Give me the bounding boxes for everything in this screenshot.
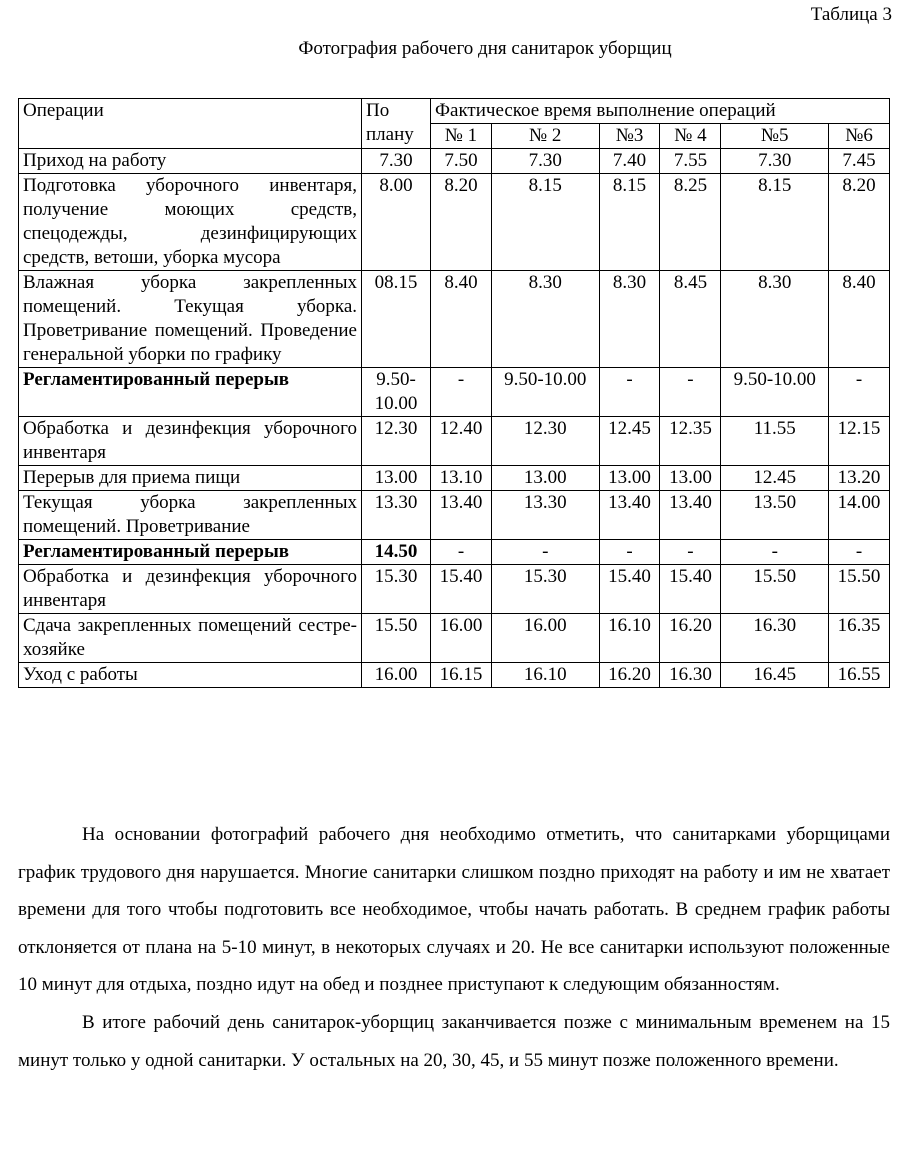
operation-cell: Обработка и дезинфекция уборочного инвентаря bbox=[19, 417, 362, 466]
plan-cell: 12.30 bbox=[362, 417, 431, 466]
actual-time-cell: 12.40 bbox=[431, 417, 492, 466]
actual-time-cell: 15.40 bbox=[431, 565, 492, 614]
operation-cell: Текущая уборка закрепленных помещений. Проветривание bbox=[19, 491, 362, 540]
actual-time-cell: 13.50 bbox=[721, 491, 829, 540]
actual-time-cell: 16.30 bbox=[721, 614, 829, 663]
plan-cell: 08.15 bbox=[362, 271, 431, 368]
header-worker: № 4 bbox=[660, 124, 721, 149]
actual-time-cell: 8.40 bbox=[829, 271, 890, 368]
actual-time-cell: 8.30 bbox=[491, 271, 599, 368]
actual-time-cell: 15.30 bbox=[491, 565, 599, 614]
header-row-1 bbox=[19, 99, 890, 124]
operation-cell: Регламентированный перерыв bbox=[19, 540, 362, 565]
actual-time-cell: 7.30 bbox=[721, 149, 829, 174]
actual-time-cell: 13.00 bbox=[599, 466, 660, 491]
table-row bbox=[19, 663, 890, 688]
actual-time-cell: 12.45 bbox=[721, 466, 829, 491]
actual-time-cell: 7.40 bbox=[599, 149, 660, 174]
actual-time-cell: 14.00 bbox=[829, 491, 890, 540]
operation-cell: Обработка и дезинфекция уборочного инвентаря bbox=[19, 565, 362, 614]
actual-time-cell: - bbox=[660, 540, 721, 565]
actual-time-cell: 13.30 bbox=[491, 491, 599, 540]
actual-time-cell: 13.10 bbox=[431, 466, 492, 491]
header-plan-line2: плану bbox=[366, 124, 414, 145]
actual-time-cell: - bbox=[599, 368, 660, 417]
actual-time-cell: 15.40 bbox=[660, 565, 721, 614]
actual-time-cell: 8.15 bbox=[721, 174, 829, 271]
actual-time-cell: - bbox=[431, 368, 492, 417]
actual-time-cell: 12.45 bbox=[599, 417, 660, 466]
table-row bbox=[19, 540, 890, 565]
actual-time-cell: 13.00 bbox=[491, 466, 599, 491]
plan-cell: 14.50 bbox=[362, 540, 431, 565]
actual-time-cell: 15.50 bbox=[721, 565, 829, 614]
table-title: Фотография рабочего дня санитарок уборщиц bbox=[298, 38, 672, 59]
header-operations: Операции bbox=[19, 99, 362, 149]
actual-time-cell: 11.55 bbox=[721, 417, 829, 466]
plan-cell: 13.30 bbox=[362, 491, 431, 540]
actual-time-cell: 7.30 bbox=[491, 149, 599, 174]
actual-time-cell: - bbox=[491, 540, 599, 565]
actual-time-cell: 16.10 bbox=[491, 663, 599, 688]
table-row bbox=[19, 271, 890, 368]
actual-time-cell: 16.45 bbox=[721, 663, 829, 688]
actual-time-cell: 7.50 bbox=[431, 149, 492, 174]
actual-time-cell: 8.20 bbox=[829, 174, 890, 271]
operation-cell: Подготовка уборочного инвентаря, получение моющих средств, спецодежды, дезинфицирующих средств, ветоши, уборка мусора bbox=[19, 174, 362, 271]
header-plan-line1: По bbox=[366, 100, 390, 121]
actual-time-cell: 12.35 bbox=[660, 417, 721, 466]
header-worker: № 1 bbox=[431, 124, 492, 149]
table-row bbox=[19, 565, 890, 614]
actual-time-cell: 16.55 bbox=[829, 663, 890, 688]
actual-time-cell: 13.00 bbox=[660, 466, 721, 491]
actual-time-cell: 15.40 bbox=[599, 565, 660, 614]
actual-time-cell: 8.30 bbox=[721, 271, 829, 368]
actual-time-cell: 13.40 bbox=[660, 491, 721, 540]
header-worker: №6 bbox=[829, 124, 890, 149]
header-actual: Фактическое время выполнение операций bbox=[431, 99, 890, 124]
actual-time-cell: 16.20 bbox=[660, 614, 721, 663]
actual-time-cell: 8.25 bbox=[660, 174, 721, 271]
actual-time-cell: 13.40 bbox=[431, 491, 492, 540]
actual-time-cell: 12.15 bbox=[829, 417, 890, 466]
actual-time-cell: 9.50-10.00 bbox=[721, 368, 829, 417]
plan-cell: 7.30 bbox=[362, 149, 431, 174]
actual-time-cell: 13.40 bbox=[599, 491, 660, 540]
actual-time-cell: - bbox=[431, 540, 492, 565]
actual-time-cell: 16.15 bbox=[431, 663, 492, 688]
actual-time-cell: 15.50 bbox=[829, 565, 890, 614]
actual-time-cell: 16.00 bbox=[431, 614, 492, 663]
actual-time-cell: 8.45 bbox=[660, 271, 721, 368]
actual-time-cell: 8.20 bbox=[431, 174, 492, 271]
table-row bbox=[19, 491, 890, 540]
actual-time-cell: 8.40 bbox=[431, 271, 492, 368]
actual-time-cell: 16.20 bbox=[599, 663, 660, 688]
actual-time-cell: 9.50-10.00 bbox=[491, 368, 599, 417]
actual-time-cell: 8.30 bbox=[599, 271, 660, 368]
actual-time-cell: - bbox=[599, 540, 660, 565]
plan-cell: 8.00 bbox=[362, 174, 431, 271]
paragraph: На основании фотографий рабочего дня необходимо отметить, что санитарками уборщицами график трудового дня нарушается. Многие санитарки слишком поздно приходят на работу и им не хватает времени для того чтобы подготовить все необходимое, чтобы начать работать. В среднем график работы отклоняется от плана на 5-10 минут, в некоторых случаях и 20. Не все санитарки используют положенные 10 минут для отдыха, поздно идут на обед и позднее приступают к следующим обязанностям. bbox=[18, 824, 890, 996]
table-row bbox=[19, 368, 890, 417]
actual-time-cell: 16.10 bbox=[599, 614, 660, 663]
header-worker: №3 bbox=[599, 124, 660, 149]
actual-time-cell: 8.15 bbox=[491, 174, 599, 271]
operation-cell: Уход с работы bbox=[19, 663, 362, 688]
actual-time-cell: 7.45 bbox=[829, 149, 890, 174]
table-row bbox=[19, 466, 890, 491]
actual-time-cell: - bbox=[660, 368, 721, 417]
operation-cell: Перерыв для приема пищи bbox=[19, 466, 362, 491]
actual-time-cell: 16.00 bbox=[491, 614, 599, 663]
table-row bbox=[19, 174, 890, 271]
plan-cell: 13.00 bbox=[362, 466, 431, 491]
actual-time-cell: 12.30 bbox=[491, 417, 599, 466]
actual-time-cell: - bbox=[721, 540, 829, 565]
operation-cell: Регламентированный перерыв bbox=[19, 368, 362, 417]
body-text bbox=[18, 816, 890, 1079]
header-plan bbox=[362, 99, 431, 149]
actual-time-cell: 16.35 bbox=[829, 614, 890, 663]
table-number: Таблица 3 bbox=[810, 4, 892, 25]
actual-time-cell: - bbox=[829, 368, 890, 417]
header-worker: № 2 bbox=[491, 124, 599, 149]
plan-cell: 16.00 bbox=[362, 663, 431, 688]
actual-time-cell: - bbox=[829, 540, 890, 565]
actual-time-cell: 13.20 bbox=[829, 466, 890, 491]
operation-cell: Приход на работу bbox=[19, 149, 362, 174]
actual-time-cell: 7.55 bbox=[660, 149, 721, 174]
work-day-table bbox=[18, 98, 890, 688]
table-row bbox=[19, 614, 890, 663]
actual-time-cell: 8.15 bbox=[599, 174, 660, 271]
header-worker: №5 bbox=[721, 124, 829, 149]
table-row bbox=[19, 417, 890, 466]
table-row bbox=[19, 149, 890, 174]
operation-cell: Сдача закрепленных помещений сестре-хозяйке bbox=[19, 614, 362, 663]
actual-time-cell: 16.30 bbox=[660, 663, 721, 688]
plan-cell: 9.50-10.00 bbox=[362, 368, 431, 417]
plan-cell: 15.50 bbox=[362, 614, 431, 663]
plan-cell: 15.30 bbox=[362, 565, 431, 614]
paragraph: В итоге рабочий день санитарок-уборщиц заканчивается позже с минимальным временем на 15 минут только у одной санитарки. У остальных на 20, 30, 45, и 55 минут позже положенного времени. bbox=[18, 1011, 890, 1071]
operation-cell: Влажная уборка закрепленных помещений. Текущая уборка. Проветривание помещений. Проведение генеральной уборки по графику bbox=[19, 271, 362, 368]
